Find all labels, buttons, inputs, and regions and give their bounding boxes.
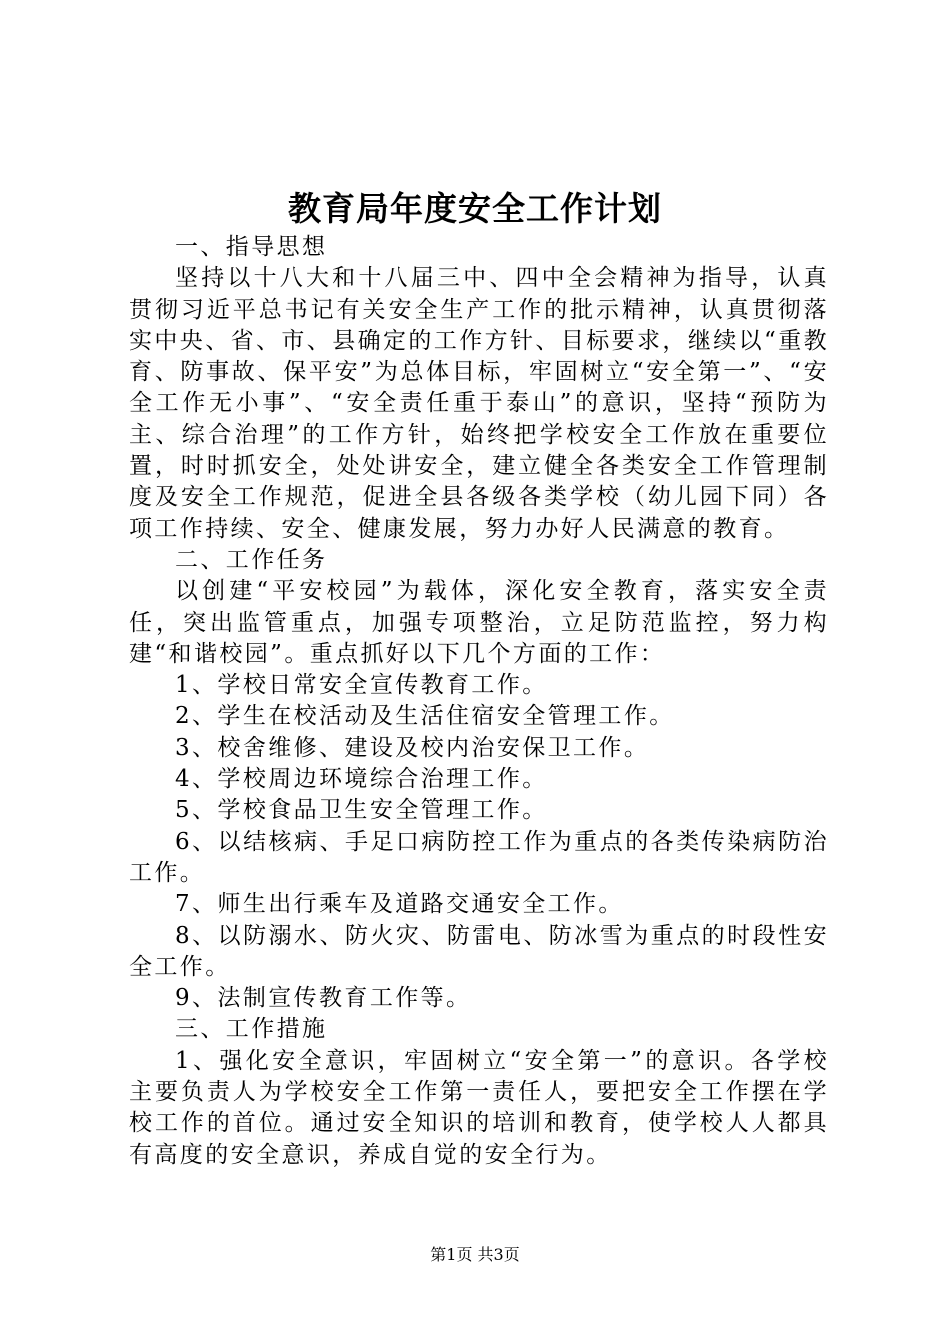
task-item-1: 1、学校日常安全宣传教育工作。 [175, 672, 548, 699]
task-item-4: 4、学校周边环境综合治理工作。 [175, 766, 548, 793]
page-footer: 第1页 共3页 [430, 1245, 520, 1264]
task-item-9: 9、法制宣传教育工作等。 [175, 985, 472, 1012]
task-item-5: 5、学校食品卫生安全管理工作。 [175, 797, 548, 824]
section-heading-work-measures: 三、工作措施 [175, 1016, 328, 1043]
task-item-8: 8、以防溺水、防火灾、防雷电、防冰雪为重点的时段性安全工作。 [129, 922, 829, 980]
task-item-6: 6、以结核病、手足口病防控工作为重点的各类传染病防治工作。 [129, 828, 829, 886]
paragraph-guiding-ideology: 坚持以十八大和十八届三中、四中全会精神为指导，认真贯彻习近平总书记有关安全生产工作的批示精神，认真贯彻落实中央、省、市、县确定的工作方针、目标要求，继续以“重教育、防事故、保平安”为总体目标，牢固树立“安全第一”、“安全工作无小事”、“安全责任重于泰山”的意识，坚持“预防为主、综合治理”的工作方针，始终把学校安全工作放在重要位置，时时抓安全，处处讲安全，建立健全各类安全工作管理制度及安全工作规范，促进全县各级各类学校（幼儿园下同）各项工作持续、安全、健康发展，努力办好人民满意的教育。 [129, 265, 829, 542]
task-item-3: 3、校舍维修、建设及校内治安保卫工作。 [175, 734, 650, 761]
section-heading-work-tasks: 二、工作任务 [175, 546, 328, 573]
section-heading-guiding-ideology: 一、指导思想 [175, 234, 328, 260]
task-item-2: 2、学生在校活动及生活住宿安全管理工作。 [175, 703, 675, 730]
paragraph-work-tasks: 以创建“平安校园”为载体，深化安全教育，落实安全责任，突出监管重点，加强专项整治，立足防范监控，努力构建“和谐校园”。重点抓好以下几个方面的工作： [129, 578, 829, 667]
document-body [129, 232, 829, 1171]
task-item-7: 7、师生出行乘车及道路交通安全工作。 [175, 891, 624, 918]
measure-item-1: 1、强化安全意识，牢固树立“安全第一”的意识。各学校主要负责人为学校安全工作第一责任人，要把安全工作摆在学校工作的首位。通过安全知识的培训和教育，使学校人人都具有高度的安全意识，养成自觉的安全行为。 [129, 1047, 829, 1168]
document-title: 教育局年度安全工作计划 [288, 189, 662, 228]
